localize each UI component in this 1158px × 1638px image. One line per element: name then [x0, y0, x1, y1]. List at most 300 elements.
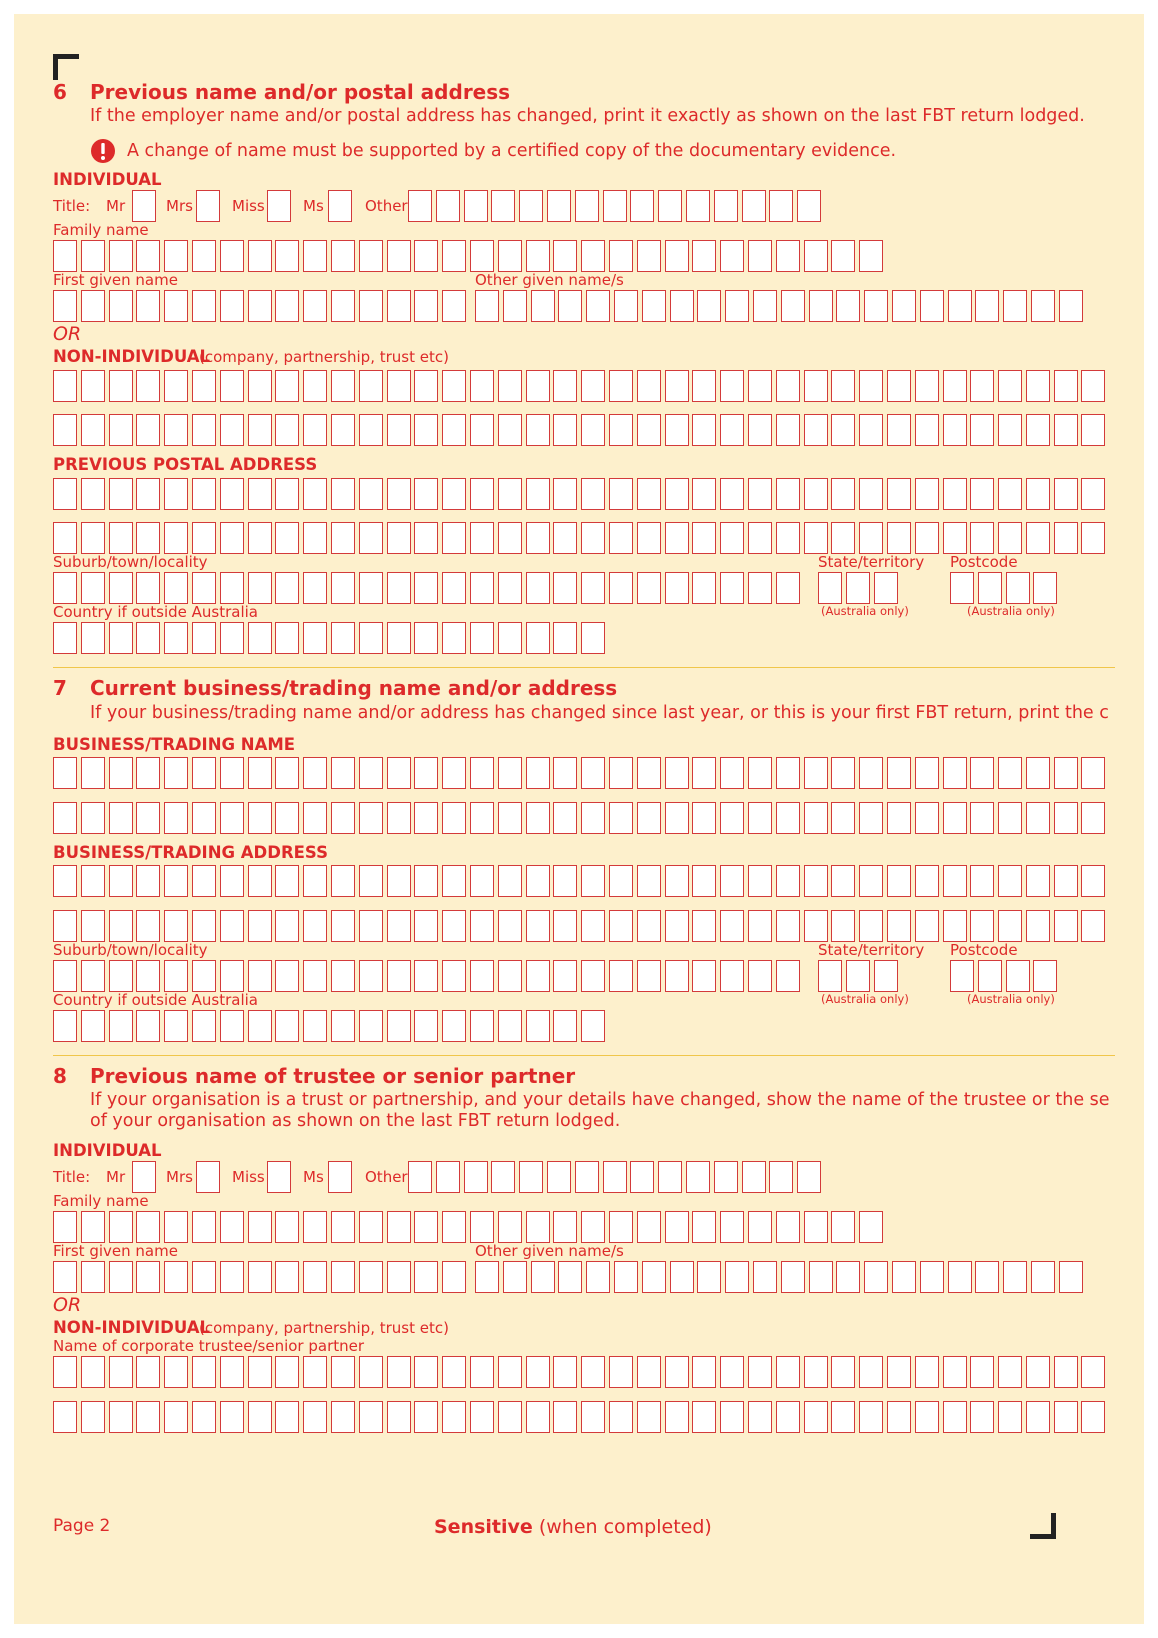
char-box[interactable] — [609, 572, 633, 604]
char-box[interactable] — [248, 960, 272, 992]
char-box[interactable] — [943, 757, 967, 789]
char-box[interactable] — [943, 1356, 967, 1388]
char-box[interactable] — [220, 910, 244, 942]
char-box[interactable] — [109, 478, 133, 510]
char-box[interactable] — [526, 414, 550, 446]
char-box[interactable] — [665, 1356, 689, 1388]
postcode-field[interactable] — [950, 960, 1061, 992]
char-box[interactable] — [776, 240, 800, 272]
char-box[interactable] — [887, 522, 911, 554]
char-box[interactable] — [581, 240, 605, 272]
char-box[interactable] — [164, 240, 188, 272]
char-box[interactable] — [804, 910, 828, 942]
char-box[interactable] — [748, 240, 772, 272]
char-box[interactable] — [797, 190, 821, 222]
char-box[interactable] — [414, 290, 438, 322]
char-box[interactable] — [192, 290, 216, 322]
char-box[interactable] — [192, 1401, 216, 1433]
char-box[interactable] — [275, 1010, 299, 1042]
char-box[interactable] — [303, 757, 327, 789]
char-box[interactable] — [470, 478, 494, 510]
char-box[interactable] — [915, 802, 939, 834]
char-box[interactable] — [491, 1161, 515, 1193]
char-box[interactable] — [553, 757, 577, 789]
char-box[interactable] — [414, 1010, 438, 1042]
char-box[interactable] — [553, 370, 577, 402]
char-box[interactable] — [503, 1261, 527, 1293]
char-box[interactable] — [531, 1261, 555, 1293]
char-box[interactable] — [328, 1161, 352, 1193]
char-box[interactable] — [491, 190, 515, 222]
char-box[interactable] — [53, 572, 77, 604]
char-box[interactable] — [1054, 414, 1078, 446]
char-box[interactable] — [303, 910, 327, 942]
first-given-name-field[interactable] — [53, 290, 470, 322]
char-box[interactable] — [1003, 290, 1027, 322]
char-box[interactable] — [303, 414, 327, 446]
char-box[interactable] — [331, 1211, 355, 1243]
char-box[interactable] — [665, 910, 689, 942]
char-box[interactable] — [164, 572, 188, 604]
char-box[interactable] — [970, 802, 994, 834]
char-box[interactable] — [776, 757, 800, 789]
char-box[interactable] — [526, 865, 550, 897]
char-box[interactable] — [575, 190, 599, 222]
char-box[interactable] — [526, 802, 550, 834]
char-box[interactable] — [831, 478, 855, 510]
char-box[interactable] — [503, 290, 527, 322]
char-box[interactable] — [809, 1261, 833, 1293]
country-field[interactable] — [53, 1010, 609, 1042]
char-box[interactable] — [498, 757, 522, 789]
char-box[interactable] — [1081, 478, 1105, 510]
family-name-field[interactable] — [53, 240, 887, 272]
char-box[interactable] — [804, 1401, 828, 1433]
char-box[interactable] — [192, 478, 216, 510]
char-box[interactable] — [414, 1261, 438, 1293]
char-box[interactable] — [192, 1010, 216, 1042]
char-box[interactable] — [220, 240, 244, 272]
char-box[interactable] — [614, 1261, 638, 1293]
char-box[interactable] — [53, 1401, 77, 1433]
char-box[interactable] — [553, 865, 577, 897]
char-box[interactable] — [136, 910, 160, 942]
char-box[interactable] — [874, 960, 898, 992]
char-box[interactable] — [970, 522, 994, 554]
char-box[interactable] — [303, 960, 327, 992]
char-box[interactable] — [136, 414, 160, 446]
char-box[interactable] — [220, 1211, 244, 1243]
char-box[interactable] — [470, 1356, 494, 1388]
char-box[interactable] — [720, 240, 744, 272]
char-box[interactable] — [192, 960, 216, 992]
char-box[interactable] — [275, 910, 299, 942]
char-box[interactable] — [442, 522, 466, 554]
char-box[interactable] — [915, 865, 939, 897]
char-box[interactable] — [109, 757, 133, 789]
char-box[interactable] — [470, 757, 494, 789]
char-box[interactable] — [359, 1261, 383, 1293]
char-box[interactable] — [943, 522, 967, 554]
char-box[interactable] — [665, 960, 689, 992]
char-box[interactable] — [387, 1356, 411, 1388]
char-box[interactable] — [1006, 572, 1030, 604]
char-box[interactable] — [442, 757, 466, 789]
char-box[interactable] — [526, 572, 550, 604]
char-box[interactable] — [275, 802, 299, 834]
char-box[interactable] — [720, 757, 744, 789]
char-box[interactable] — [658, 190, 682, 222]
char-box[interactable] — [748, 414, 772, 446]
char-box[interactable] — [970, 910, 994, 942]
char-box[interactable] — [81, 290, 105, 322]
char-box[interactable] — [1026, 1356, 1050, 1388]
char-box[interactable] — [526, 240, 550, 272]
char-box[interactable] — [498, 572, 522, 604]
char-box[interactable] — [553, 1401, 577, 1433]
char-box[interactable] — [387, 1010, 411, 1042]
previous-postal-address-line-1[interactable] — [53, 478, 1109, 510]
char-box[interactable] — [498, 522, 522, 554]
char-box[interactable] — [1081, 370, 1105, 402]
char-box[interactable] — [637, 1356, 661, 1388]
char-box[interactable] — [581, 802, 605, 834]
char-box[interactable] — [464, 1161, 488, 1193]
char-box[interactable] — [915, 910, 939, 942]
char-box[interactable] — [637, 1211, 661, 1243]
char-box[interactable] — [1026, 1401, 1050, 1433]
char-box[interactable] — [831, 240, 855, 272]
char-box[interactable] — [192, 1356, 216, 1388]
char-box[interactable] — [859, 1401, 883, 1433]
char-box[interactable] — [753, 1261, 777, 1293]
char-box[interactable] — [53, 290, 77, 322]
char-box[interactable] — [414, 1211, 438, 1243]
char-box[interactable] — [887, 478, 911, 510]
char-box[interactable] — [136, 802, 160, 834]
char-box[interactable] — [776, 522, 800, 554]
char-box[interactable] — [387, 522, 411, 554]
char-box[interactable] — [53, 960, 77, 992]
char-box[interactable] — [531, 290, 555, 322]
char-box[interactable] — [686, 1161, 710, 1193]
char-box[interactable] — [136, 290, 160, 322]
char-box[interactable] — [831, 414, 855, 446]
char-box[interactable] — [526, 757, 550, 789]
char-box[interactable] — [81, 960, 105, 992]
char-box[interactable] — [609, 1401, 633, 1433]
char-box[interactable] — [831, 1401, 855, 1433]
corporate-trustee-name-line-1[interactable] — [53, 1356, 1109, 1388]
char-box[interactable] — [192, 757, 216, 789]
char-box[interactable] — [581, 370, 605, 402]
char-box[interactable] — [665, 1401, 689, 1433]
char-box[interactable] — [998, 802, 1022, 834]
char-box[interactable] — [776, 910, 800, 942]
char-box[interactable] — [776, 1401, 800, 1433]
char-box[interactable] — [470, 370, 494, 402]
char-box[interactable] — [196, 190, 220, 222]
corporate-trustee-name-line-2[interactable] — [53, 1401, 1109, 1433]
char-box[interactable] — [164, 1401, 188, 1433]
char-box[interactable] — [742, 1161, 766, 1193]
char-box[interactable] — [359, 1010, 383, 1042]
char-box[interactable] — [915, 757, 939, 789]
non-individual-name-line-1[interactable] — [53, 370, 1109, 402]
char-box[interactable] — [470, 1211, 494, 1243]
char-box[interactable] — [609, 1211, 633, 1243]
char-box[interactable] — [776, 1356, 800, 1388]
char-box[interactable] — [81, 240, 105, 272]
char-box[interactable] — [442, 572, 466, 604]
char-box[interactable] — [470, 910, 494, 942]
char-box[interactable] — [303, 240, 327, 272]
title-other-field[interactable] — [408, 190, 825, 222]
char-box[interactable] — [220, 1010, 244, 1042]
char-box[interactable] — [220, 370, 244, 402]
char-box[interactable] — [331, 910, 355, 942]
char-box[interactable] — [637, 757, 661, 789]
char-box[interactable] — [331, 414, 355, 446]
char-box[interactable] — [442, 290, 466, 322]
char-box[interactable] — [609, 478, 633, 510]
char-box[interactable] — [998, 865, 1022, 897]
char-box[interactable] — [387, 290, 411, 322]
char-box[interactable] — [109, 622, 133, 654]
char-box[interactable] — [804, 865, 828, 897]
char-box[interactable] — [1081, 414, 1105, 446]
char-box[interactable] — [553, 522, 577, 554]
char-box[interactable] — [970, 370, 994, 402]
char-box[interactable] — [692, 1401, 716, 1433]
char-box[interactable] — [164, 478, 188, 510]
char-box[interactable] — [136, 572, 160, 604]
char-box[interactable] — [1033, 960, 1057, 992]
char-box[interactable] — [303, 522, 327, 554]
char-box[interactable] — [414, 522, 438, 554]
char-box[interactable] — [303, 1356, 327, 1388]
char-box[interactable] — [637, 522, 661, 554]
char-box[interactable] — [887, 802, 911, 834]
char-box[interactable] — [53, 802, 77, 834]
char-box[interactable] — [637, 572, 661, 604]
char-box[interactable] — [164, 1211, 188, 1243]
char-box[interactable] — [470, 960, 494, 992]
char-box[interactable] — [776, 414, 800, 446]
char-box[interactable] — [748, 757, 772, 789]
char-box[interactable] — [164, 522, 188, 554]
char-box[interactable] — [609, 757, 633, 789]
char-box[interactable] — [776, 802, 800, 834]
char-box[interactable] — [109, 1401, 133, 1433]
char-box[interactable] — [192, 1211, 216, 1243]
char-box[interactable] — [526, 1211, 550, 1243]
char-box[interactable] — [53, 1010, 77, 1042]
business-address-line-1[interactable] — [53, 865, 1109, 897]
char-box[interactable] — [692, 1211, 716, 1243]
char-box[interactable] — [804, 757, 828, 789]
char-box[interactable] — [196, 1161, 220, 1193]
char-box[interactable] — [831, 1356, 855, 1388]
char-box[interactable] — [864, 290, 888, 322]
char-box[interactable] — [248, 290, 272, 322]
char-box[interactable] — [526, 370, 550, 402]
char-box[interactable] — [818, 960, 842, 992]
char-box[interactable] — [581, 757, 605, 789]
char-box[interactable] — [642, 1261, 666, 1293]
char-box[interactable] — [53, 1211, 77, 1243]
char-box[interactable] — [136, 522, 160, 554]
char-box[interactable] — [748, 802, 772, 834]
char-box[interactable] — [220, 1401, 244, 1433]
char-box[interactable] — [975, 1261, 999, 1293]
char-box[interactable] — [748, 910, 772, 942]
char-box[interactable] — [665, 370, 689, 402]
char-box[interactable] — [581, 1211, 605, 1243]
char-box[interactable] — [414, 757, 438, 789]
char-box[interactable] — [192, 572, 216, 604]
char-box[interactable] — [109, 960, 133, 992]
char-box[interactable] — [498, 1211, 522, 1243]
title-ms-box[interactable] — [328, 1161, 356, 1193]
char-box[interactable] — [1054, 1356, 1078, 1388]
char-box[interactable] — [387, 1261, 411, 1293]
char-box[interactable] — [387, 757, 411, 789]
char-box[interactable] — [1033, 572, 1057, 604]
char-box[interactable] — [970, 757, 994, 789]
char-box[interactable] — [1081, 757, 1105, 789]
char-box[interactable] — [192, 802, 216, 834]
char-box[interactable] — [220, 1261, 244, 1293]
char-box[interactable] — [581, 572, 605, 604]
title-mr-box[interactable] — [132, 190, 160, 222]
char-box[interactable] — [275, 1261, 299, 1293]
char-box[interactable] — [109, 1261, 133, 1293]
char-box[interactable] — [303, 572, 327, 604]
char-box[interactable] — [742, 190, 766, 222]
char-box[interactable] — [864, 1261, 888, 1293]
char-box[interactable] — [81, 522, 105, 554]
char-box[interactable] — [164, 910, 188, 942]
char-box[interactable] — [998, 757, 1022, 789]
char-box[interactable] — [81, 1211, 105, 1243]
suburb-field[interactable] — [53, 960, 804, 992]
char-box[interactable] — [1003, 1261, 1027, 1293]
char-box[interactable] — [248, 522, 272, 554]
char-box[interactable] — [915, 1401, 939, 1433]
char-box[interactable] — [1006, 960, 1030, 992]
char-box[interactable] — [915, 1356, 939, 1388]
char-box[interactable] — [53, 757, 77, 789]
char-box[interactable] — [359, 802, 383, 834]
char-box[interactable] — [414, 572, 438, 604]
char-box[interactable] — [1081, 522, 1105, 554]
char-box[interactable] — [81, 802, 105, 834]
char-box[interactable] — [859, 240, 883, 272]
char-box[interactable] — [1081, 1401, 1105, 1433]
char-box[interactable] — [720, 370, 744, 402]
char-box[interactable] — [725, 290, 749, 322]
char-box[interactable] — [609, 910, 633, 942]
char-box[interactable] — [892, 1261, 916, 1293]
char-box[interactable] — [553, 960, 577, 992]
char-box[interactable] — [442, 1401, 466, 1433]
char-box[interactable] — [498, 865, 522, 897]
char-box[interactable] — [109, 1010, 133, 1042]
char-box[interactable] — [331, 865, 355, 897]
char-box[interactable] — [53, 1261, 77, 1293]
char-box[interactable] — [526, 1010, 550, 1042]
char-box[interactable] — [603, 1161, 627, 1193]
char-box[interactable] — [387, 572, 411, 604]
char-box[interactable] — [831, 1211, 855, 1243]
char-box[interactable] — [136, 478, 160, 510]
char-box[interactable] — [831, 757, 855, 789]
char-box[interactable] — [776, 572, 800, 604]
char-box[interactable] — [637, 370, 661, 402]
char-box[interactable] — [387, 240, 411, 272]
char-box[interactable] — [414, 622, 438, 654]
char-box[interactable] — [804, 1356, 828, 1388]
char-box[interactable] — [275, 1211, 299, 1243]
char-box[interactable] — [498, 622, 522, 654]
business-name-line-1[interactable] — [53, 757, 1109, 789]
char-box[interactable] — [1081, 865, 1105, 897]
char-box[interactable] — [603, 190, 627, 222]
char-box[interactable] — [720, 960, 744, 992]
char-box[interactable] — [81, 1356, 105, 1388]
char-box[interactable] — [725, 1261, 749, 1293]
char-box[interactable] — [220, 757, 244, 789]
char-box[interactable] — [748, 572, 772, 604]
char-box[interactable] — [359, 240, 383, 272]
char-box[interactable] — [836, 1261, 860, 1293]
char-box[interactable] — [109, 802, 133, 834]
char-box[interactable] — [581, 622, 605, 654]
char-box[interactable] — [970, 478, 994, 510]
title-mrs-box[interactable] — [196, 190, 224, 222]
char-box[interactable] — [887, 1356, 911, 1388]
char-box[interactable] — [464, 190, 488, 222]
char-box[interactable] — [1054, 522, 1078, 554]
char-box[interactable] — [414, 370, 438, 402]
char-box[interactable] — [665, 240, 689, 272]
char-box[interactable] — [442, 1356, 466, 1388]
char-box[interactable] — [943, 414, 967, 446]
char-box[interactable] — [748, 370, 772, 402]
char-box[interactable] — [692, 802, 716, 834]
char-box[interactable] — [526, 1356, 550, 1388]
char-box[interactable] — [998, 414, 1022, 446]
char-box[interactable] — [387, 478, 411, 510]
char-box[interactable] — [53, 522, 77, 554]
char-box[interactable] — [81, 865, 105, 897]
char-box[interactable] — [164, 757, 188, 789]
char-box[interactable] — [248, 1356, 272, 1388]
char-box[interactable] — [581, 522, 605, 554]
char-box[interactable] — [609, 960, 633, 992]
char-box[interactable] — [331, 1401, 355, 1433]
char-box[interactable] — [81, 910, 105, 942]
char-box[interactable] — [609, 414, 633, 446]
char-box[interactable] — [192, 370, 216, 402]
char-box[interactable] — [1031, 290, 1055, 322]
char-box[interactable] — [53, 414, 77, 446]
char-box[interactable] — [275, 370, 299, 402]
char-box[interactable] — [303, 1261, 327, 1293]
char-box[interactable] — [248, 1010, 272, 1042]
char-box[interactable] — [630, 190, 654, 222]
